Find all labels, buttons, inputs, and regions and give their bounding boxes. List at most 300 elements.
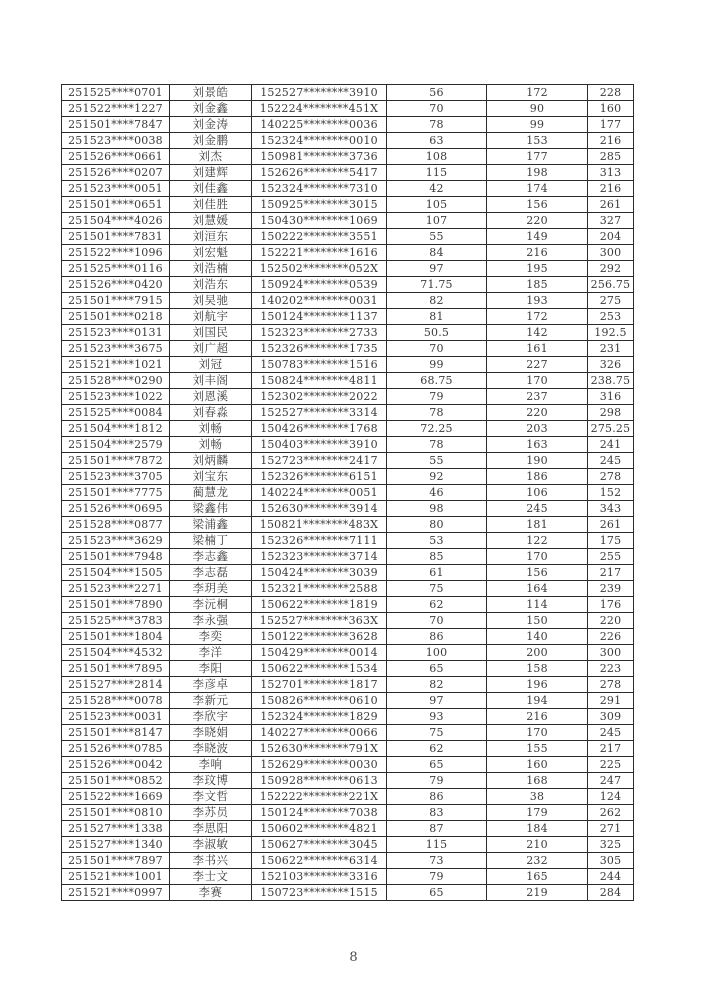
- score-1: 61: [387, 565, 487, 581]
- id-number: 150124********7038: [252, 805, 387, 821]
- total-score: 291: [588, 693, 634, 709]
- total-score: 217: [588, 741, 634, 757]
- candidate-name: 李响: [170, 757, 252, 773]
- total-score: 223: [588, 661, 634, 677]
- candidate-name: 梁鑫伟: [170, 501, 252, 517]
- total-score: 327: [588, 213, 634, 229]
- table-row: [62, 117, 634, 133]
- score-1: 80: [387, 517, 487, 533]
- score-2: 186: [487, 469, 588, 485]
- candidate-name: 刘广超: [170, 341, 252, 357]
- candidate-number: 251523****3705: [62, 469, 170, 485]
- total-score: 225: [588, 757, 634, 773]
- candidate-name: 梁浦鑫: [170, 517, 252, 533]
- score-1: 68.75: [387, 373, 487, 389]
- score-1: 99: [387, 357, 487, 373]
- score-2: 170: [487, 549, 588, 565]
- total-score: 239: [588, 581, 634, 597]
- score-2: 195: [487, 261, 588, 277]
- total-score: 300: [588, 245, 634, 261]
- id-number: 150981********3736: [252, 149, 387, 165]
- total-score: 285: [588, 149, 634, 165]
- candidate-number: 251525****3783: [62, 613, 170, 629]
- candidate-number: 251501****8147: [62, 725, 170, 741]
- id-number: 152323********2733: [252, 325, 387, 341]
- candidate-name: 李玟博: [170, 773, 252, 789]
- id-number: 150783********1516: [252, 357, 387, 373]
- score-1: 53: [387, 533, 487, 549]
- score-1: 84: [387, 245, 487, 261]
- score-1: 98: [387, 501, 487, 517]
- score-1: 56: [387, 85, 487, 101]
- candidate-number: 251522****1669: [62, 789, 170, 805]
- score-1: 107: [387, 213, 487, 229]
- id-number: 152630********3914: [252, 501, 387, 517]
- total-score: 298: [588, 405, 634, 421]
- score-1: 50.5: [387, 325, 487, 341]
- table-row: [62, 613, 634, 629]
- score-2: 194: [487, 693, 588, 709]
- score-2: 179: [487, 805, 588, 821]
- candidate-name: 刘浩东: [170, 277, 252, 293]
- candidate-number: 251523****0031: [62, 709, 170, 725]
- candidate-number: 251522****1096: [62, 245, 170, 261]
- id-number: 150424********3039: [252, 565, 387, 581]
- candidate-number: 251501****0651: [62, 197, 170, 213]
- score-1: 93: [387, 709, 487, 725]
- table-row: [62, 677, 634, 693]
- id-number: 150122********3628: [252, 629, 387, 645]
- candidate-number: 251527****2814: [62, 677, 170, 693]
- table-row: [62, 597, 634, 613]
- total-score: 216: [588, 181, 634, 197]
- table-row: [62, 581, 634, 597]
- candidate-name: 刘宝东: [170, 469, 252, 485]
- total-score: 256.75: [588, 277, 634, 293]
- score-1: 65: [387, 661, 487, 677]
- total-score: 261: [588, 517, 634, 533]
- table-row: [62, 629, 634, 645]
- candidate-name: 李阳: [170, 661, 252, 677]
- total-score: 244: [588, 869, 634, 885]
- candidate-name: 李彦卓: [170, 677, 252, 693]
- total-score: 309: [588, 709, 634, 725]
- table-row: [62, 533, 634, 549]
- candidate-number: 251501****7847: [62, 117, 170, 133]
- table-row: [62, 709, 634, 725]
- table-row: [62, 181, 634, 197]
- candidate-number: 251525****0084: [62, 405, 170, 421]
- table-row: [62, 261, 634, 277]
- id-number: 152527********363X: [252, 613, 387, 629]
- id-number: 152630********791X: [252, 741, 387, 757]
- page-number: 8: [349, 950, 358, 965]
- total-score: 217: [588, 565, 634, 581]
- score-2: 168: [487, 773, 588, 789]
- id-number: 150124********1137: [252, 309, 387, 325]
- score-table: [61, 84, 634, 901]
- score-2: 185: [487, 277, 588, 293]
- table-row: [62, 373, 634, 389]
- total-score: 278: [588, 469, 634, 485]
- table-row: [62, 789, 634, 805]
- id-number: 152723********2417: [252, 453, 387, 469]
- candidate-name: 刘佳胜: [170, 197, 252, 213]
- id-number: 150928********0613: [252, 773, 387, 789]
- id-number: 152222********221X: [252, 789, 387, 805]
- score-1: 87: [387, 821, 487, 837]
- score-1: 97: [387, 693, 487, 709]
- id-number: 150426********1768: [252, 421, 387, 437]
- table-row: [62, 885, 634, 901]
- score-1: 75: [387, 725, 487, 741]
- total-score: 216: [588, 133, 634, 149]
- candidate-number: 251528****0290: [62, 373, 170, 389]
- candidate-number: 251526****0042: [62, 757, 170, 773]
- table-row: [62, 405, 634, 421]
- total-score: 177: [588, 117, 634, 133]
- score-2: 114: [487, 597, 588, 613]
- table-row: [62, 805, 634, 821]
- score-2: 90: [487, 101, 588, 117]
- candidate-number: 251501****1804: [62, 629, 170, 645]
- candidate-name: 刘金涛: [170, 117, 252, 133]
- candidate-number: 251527****1340: [62, 837, 170, 853]
- table-row: [62, 821, 634, 837]
- candidate-name: 李晓娟: [170, 725, 252, 741]
- score-2: 237: [487, 389, 588, 405]
- score-2: 172: [487, 85, 588, 101]
- score-2: 99: [487, 117, 588, 133]
- candidate-name: 刘金鑫: [170, 101, 252, 117]
- candidate-name: 梁楠丁: [170, 533, 252, 549]
- score-2: 220: [487, 213, 588, 229]
- score-1: 86: [387, 629, 487, 645]
- candidate-number: 251501****0218: [62, 309, 170, 325]
- candidate-number: 251504****2579: [62, 437, 170, 453]
- id-number: 150925********3015: [252, 197, 387, 213]
- candidate-number: 251526****0207: [62, 165, 170, 181]
- total-score: 275: [588, 293, 634, 309]
- score-2: 216: [487, 709, 588, 725]
- candidate-number: 251523****0131: [62, 325, 170, 341]
- candidate-name: 刘国民: [170, 325, 252, 341]
- candidate-name: 刘冠: [170, 357, 252, 373]
- score-1: 79: [387, 389, 487, 405]
- candidate-number: 251504****1505: [62, 565, 170, 581]
- score-1: 82: [387, 293, 487, 309]
- candidate-name: 李志磊: [170, 565, 252, 581]
- total-score: 231: [588, 341, 634, 357]
- candidate-number: 251526****0420: [62, 277, 170, 293]
- candidate-number: 251522****1227: [62, 101, 170, 117]
- id-number: 152324********1829: [252, 709, 387, 725]
- table-row: [62, 501, 634, 517]
- candidate-number: 251523****1022: [62, 389, 170, 405]
- total-score: 305: [588, 853, 634, 869]
- candidate-number: 251523****0038: [62, 133, 170, 149]
- candidate-name: 李欣宇: [170, 709, 252, 725]
- total-score: 262: [588, 805, 634, 821]
- table-row: [62, 149, 634, 165]
- candidate-name: 蔺慧龙: [170, 485, 252, 501]
- candidate-name: 刘慧媛: [170, 213, 252, 229]
- id-number: 152701********1817: [252, 677, 387, 693]
- score-2: 216: [487, 245, 588, 261]
- total-score: 192.5: [588, 325, 634, 341]
- score-2: 219: [487, 885, 588, 901]
- total-score: 175: [588, 533, 634, 549]
- candidate-name: 刘炳麟: [170, 453, 252, 469]
- table-row: [62, 565, 634, 581]
- candidate-number: 251501****0810: [62, 805, 170, 821]
- score-2: 156: [487, 565, 588, 581]
- candidate-number: 251501****7890: [62, 597, 170, 613]
- id-number: 152502********052X: [252, 261, 387, 277]
- score-2: 232: [487, 853, 588, 869]
- total-score: 316: [588, 389, 634, 405]
- candidate-name: 李沅桐: [170, 597, 252, 613]
- score-1: 108: [387, 149, 487, 165]
- table-row: [62, 325, 634, 341]
- table-row: [62, 293, 634, 309]
- candidate-number: 251501****7872: [62, 453, 170, 469]
- candidate-number: 251501****7775: [62, 485, 170, 501]
- table-row: [62, 245, 634, 261]
- table-row: [62, 661, 634, 677]
- score-2: 193: [487, 293, 588, 309]
- table-row: [62, 213, 634, 229]
- id-number: 152321********2588: [252, 581, 387, 597]
- id-number: 152302********2022: [252, 389, 387, 405]
- id-number: 152326********6151: [252, 469, 387, 485]
- candidate-number: 251521****1021: [62, 357, 170, 373]
- score-2: 153: [487, 133, 588, 149]
- candidate-name: 刘丰阁: [170, 373, 252, 389]
- candidate-number: 251504****1812: [62, 421, 170, 437]
- score-2: 160: [487, 757, 588, 773]
- table-row: [62, 757, 634, 773]
- candidate-name: 刘恩溪: [170, 389, 252, 405]
- id-number: 152629********0030: [252, 757, 387, 773]
- candidate-name: 李晓波: [170, 741, 252, 757]
- score-2: 155: [487, 741, 588, 757]
- score-1: 86: [387, 789, 487, 805]
- table-row: [62, 693, 634, 709]
- score-2: 174: [487, 181, 588, 197]
- score-2: 245: [487, 501, 588, 517]
- id-number: 150924********0539: [252, 277, 387, 293]
- id-number: 150821********483X: [252, 517, 387, 533]
- score-1: 85: [387, 549, 487, 565]
- score-1: 82: [387, 677, 487, 693]
- total-score: 253: [588, 309, 634, 325]
- table-row: [62, 309, 634, 325]
- table-row: [62, 645, 634, 661]
- candidate-name: 李奕: [170, 629, 252, 645]
- total-score: 313: [588, 165, 634, 181]
- candidate-name: 刘景皓: [170, 85, 252, 101]
- score-2: 227: [487, 357, 588, 373]
- candidate-number: 251523****0051: [62, 181, 170, 197]
- score-2: 190: [487, 453, 588, 469]
- candidate-number: 251525****0701: [62, 85, 170, 101]
- candidate-name: 刘金鹏: [170, 133, 252, 149]
- score-2: 170: [487, 373, 588, 389]
- id-number: 150622********6314: [252, 853, 387, 869]
- score-1: 65: [387, 757, 487, 773]
- candidate-name: 刘洹东: [170, 229, 252, 245]
- total-score: 292: [588, 261, 634, 277]
- score-2: 165: [487, 869, 588, 885]
- score-1: 65: [387, 885, 487, 901]
- total-score: 255: [588, 549, 634, 565]
- score-2: 163: [487, 437, 588, 453]
- table-row: [62, 101, 634, 117]
- candidate-name: 李书兴: [170, 853, 252, 869]
- id-number: 152323********3714: [252, 549, 387, 565]
- score-1: 71.75: [387, 277, 487, 293]
- score-1: 100: [387, 645, 487, 661]
- total-score: 241: [588, 437, 634, 453]
- id-number: 152527********3910: [252, 85, 387, 101]
- id-number: 152103********3316: [252, 869, 387, 885]
- id-number: 152626********5417: [252, 165, 387, 181]
- candidate-number: 251528****0877: [62, 517, 170, 533]
- candidate-number: 251526****0785: [62, 741, 170, 757]
- score-1: 62: [387, 597, 487, 613]
- candidate-number: 251526****0661: [62, 149, 170, 165]
- score-2: 106: [487, 485, 588, 501]
- score-2: 156: [487, 197, 588, 213]
- score-1: 55: [387, 229, 487, 245]
- id-number: 150826********0610: [252, 693, 387, 709]
- score-1: 42: [387, 181, 487, 197]
- candidate-name: 李新元: [170, 693, 252, 709]
- score-2: 142: [487, 325, 588, 341]
- total-score: 220: [588, 613, 634, 629]
- table-row: [62, 773, 634, 789]
- id-number: 152221********1616: [252, 245, 387, 261]
- candidate-number: 251523****3629: [62, 533, 170, 549]
- table-row: [62, 197, 634, 213]
- candidate-number: 251501****7895: [62, 661, 170, 677]
- total-score: 284: [588, 885, 634, 901]
- candidate-number: 251521****0997: [62, 885, 170, 901]
- candidate-number: 251527****1338: [62, 821, 170, 837]
- candidate-number: 251523****2271: [62, 581, 170, 597]
- table-row: [62, 421, 634, 437]
- id-number: 152326********7111: [252, 533, 387, 549]
- score-1: 79: [387, 869, 487, 885]
- table-row: [62, 437, 634, 453]
- total-score: 343: [588, 501, 634, 517]
- candidate-number: 251521****1001: [62, 869, 170, 885]
- score-1: 115: [387, 165, 487, 181]
- candidate-name: 刘春淼: [170, 405, 252, 421]
- score-2: 170: [487, 725, 588, 741]
- id-number: 150824********4811: [252, 373, 387, 389]
- candidate-name: 李苏员: [170, 805, 252, 821]
- id-number: 150723********1515: [252, 885, 387, 901]
- score-1: 72.25: [387, 421, 487, 437]
- total-score: 271: [588, 821, 634, 837]
- candidate-name: 刘航宇: [170, 309, 252, 325]
- total-score: 176: [588, 597, 634, 613]
- score-1: 78: [387, 117, 487, 133]
- id-number: 140227********0066: [252, 725, 387, 741]
- candidate-name: 李淑敏: [170, 837, 252, 853]
- score-2: 181: [487, 517, 588, 533]
- total-score: 300: [588, 645, 634, 661]
- candidate-name: 刘杰: [170, 149, 252, 165]
- id-number: 140224********0051: [252, 485, 387, 501]
- total-score: 238.75: [588, 373, 634, 389]
- candidate-name: 刘浩楠: [170, 261, 252, 277]
- id-number: 152326********1735: [252, 341, 387, 357]
- table-row: [62, 837, 634, 853]
- score-1: 55: [387, 453, 487, 469]
- id-number: 150622********1534: [252, 661, 387, 677]
- candidate-name: 李思阳: [170, 821, 252, 837]
- table-row: [62, 469, 634, 485]
- score-1: 63: [387, 133, 487, 149]
- candidate-name: 李士文: [170, 869, 252, 885]
- table-row: [62, 517, 634, 533]
- score-2: 198: [487, 165, 588, 181]
- table-row: [62, 229, 634, 245]
- candidate-number: 251528****0078: [62, 693, 170, 709]
- table-row: [62, 85, 634, 101]
- total-score: 160: [588, 101, 634, 117]
- table-row: [62, 549, 634, 565]
- candidate-number: 251504****4532: [62, 645, 170, 661]
- id-number: 152324********7310: [252, 181, 387, 197]
- score-2: 210: [487, 837, 588, 853]
- score-2: 149: [487, 229, 588, 245]
- candidate-name: 李文哲: [170, 789, 252, 805]
- table-row: [62, 485, 634, 501]
- score-1: 62: [387, 741, 487, 757]
- score-2: 38: [487, 789, 588, 805]
- candidate-number: 251504****4026: [62, 213, 170, 229]
- table-row: [62, 357, 634, 373]
- candidate-name: 李志鑫: [170, 549, 252, 565]
- score-1: 81: [387, 309, 487, 325]
- candidate-name: 刘建辉: [170, 165, 252, 181]
- score-2: 203: [487, 421, 588, 437]
- total-score: 275.25: [588, 421, 634, 437]
- candidate-name: 刘畅: [170, 421, 252, 437]
- candidate-number: 251526****0695: [62, 501, 170, 517]
- id-number: 140225********0036: [252, 117, 387, 133]
- id-number: 152527********3314: [252, 405, 387, 421]
- score-2: 122: [487, 533, 588, 549]
- score-1: 75: [387, 581, 487, 597]
- score-2: 161: [487, 341, 588, 357]
- candidate-number: 251501****0852: [62, 773, 170, 789]
- score-2: 196: [487, 677, 588, 693]
- table-row: [62, 725, 634, 741]
- score-1: 115: [387, 837, 487, 853]
- score-2: 177: [487, 149, 588, 165]
- candidate-name: 李玥美: [170, 581, 252, 597]
- total-score: 261: [588, 197, 634, 213]
- score-1: 78: [387, 405, 487, 421]
- candidate-number: 251501****7948: [62, 549, 170, 565]
- score-1: 70: [387, 613, 487, 629]
- total-score: 325: [588, 837, 634, 853]
